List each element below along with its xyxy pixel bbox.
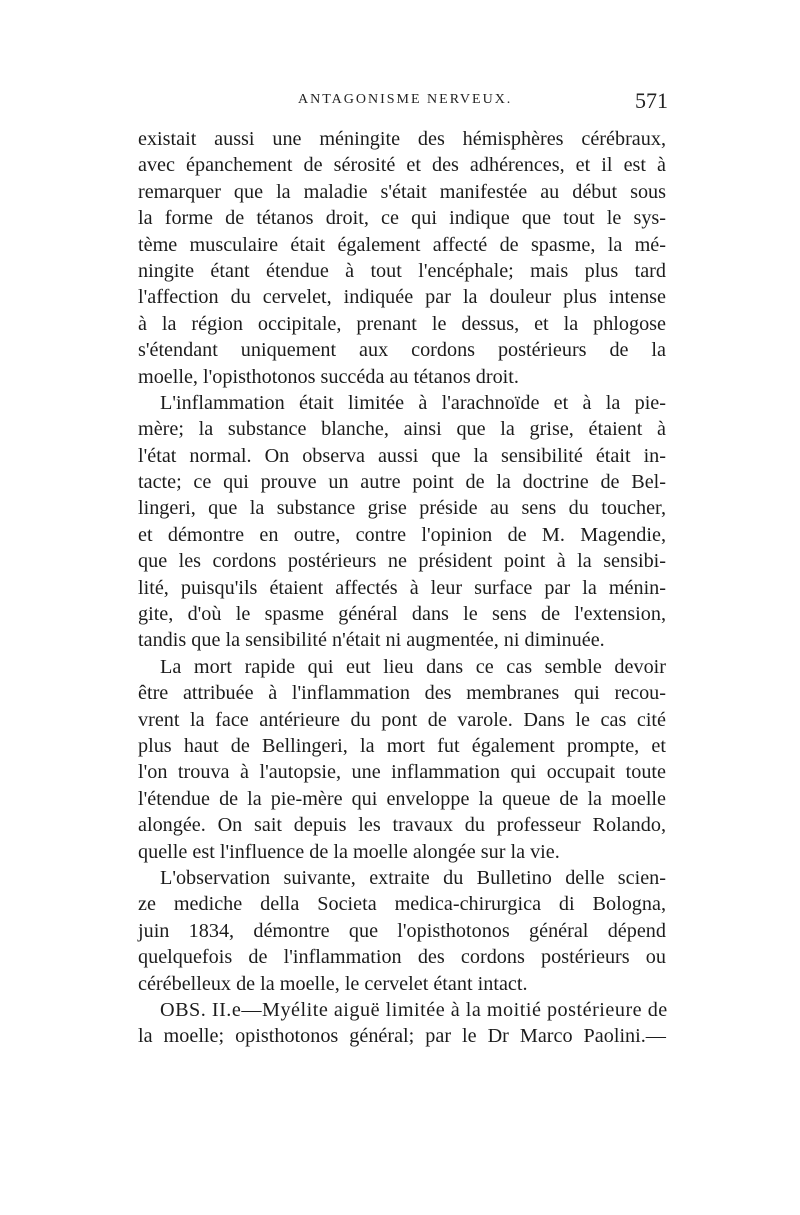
text-line: lité, puisqu'ils étaient affectés à leur surface par la ménin- xyxy=(138,576,666,599)
text-line: à la région occipitale, prenant le dessus, et la phlogose xyxy=(138,312,666,335)
running-head xyxy=(138,88,668,116)
text-line: tandis que la sensibilité n'était ni augmentée, ni diminuée. xyxy=(138,629,605,652)
text-line: La mort rapide qui eut lieu dans ce cas semble devoir xyxy=(160,655,666,678)
observation-heading xyxy=(138,997,666,1050)
text-line: la forme de tétanos droit, ce qui indique que tout le sys- xyxy=(138,207,666,230)
text-line: remarquer que la maladie s'était manifestée au début sous xyxy=(138,180,666,203)
running-title: ANTAGONISME NERVEUX. xyxy=(298,92,513,107)
text-line: vrent la face antérieure du pont de varole. Dans le cas cité xyxy=(138,708,666,731)
text-line: la moelle; opisthotonos général; par le Dr Marco Paolini.— xyxy=(138,1025,666,1048)
text-line: s'étendant uniquement aux cordons postérieurs de la xyxy=(138,339,666,362)
text-line: existait aussi une méningite des hémisphères cérébraux, xyxy=(138,128,666,150)
text-line: tème musculaire était également affecté de spasme, la mé- xyxy=(138,233,666,256)
text-line: avec épanchement de sérosité et des adhérences, et il est à xyxy=(138,154,666,177)
text-line: quelquefois de l'inflammation des cordons postérieurs ou xyxy=(138,946,666,969)
body-text xyxy=(138,126,666,1050)
text-line: juin 1834, démontre que l'opisthotonos général dépend xyxy=(138,919,666,942)
paragraph xyxy=(138,654,666,865)
text-line: et démontre en outre, contre l'opinion de M. Magendie, xyxy=(138,523,666,546)
text-line: cérébelleux de la moelle, le cervelet étant intact. xyxy=(138,972,528,995)
text-line: tacte; ce qui prouve un autre point de la doctrine de Bel- xyxy=(138,471,666,494)
text-line: lingeri, que la substance grise préside au sens du toucher, xyxy=(138,497,666,520)
text-line: mère; la substance blanche, ainsi que la grise, étaient à xyxy=(138,418,666,441)
page-number: 571 xyxy=(635,88,668,113)
text-line: plus haut de Bellingeri, la mort fut également prompte, et xyxy=(138,734,666,757)
text-line: ze mediche della Societa medica-chirurgica di Bologna, xyxy=(138,893,666,916)
text-line: l'on trouva à l'autopsie, une inflammation qui occupait toute xyxy=(138,761,666,784)
text-line: quelle est l'influence de la moelle alongée sur la vie. xyxy=(138,840,560,863)
text-line: que les cordons postérieurs ne président point à la sensibi- xyxy=(138,550,666,573)
text-line: l'affection du cervelet, indiquée par la douleur plus intense xyxy=(138,286,666,309)
text-line: l'état normal. On observa aussi que la sensibilité était in- xyxy=(138,444,666,467)
paragraph xyxy=(138,865,666,997)
text-line: alongée. On sait depuis les travaux du professeur Rolando, xyxy=(138,814,666,837)
text-line: être attribuée à l'inflammation des membranes qui recou- xyxy=(138,682,666,705)
text-line: gite, d'où le spasme général dans le sens de l'extension, xyxy=(138,603,666,626)
text-line: moelle, l'opisthotonos succéda au tétanos droit. xyxy=(138,365,519,388)
paragraph xyxy=(138,126,666,390)
text-line: L'observation suivante, extraite du Bulletino delle scien- xyxy=(160,866,666,889)
text-line: L'inflammation était limitée à l'arachnoïde et à la pie- xyxy=(160,391,666,414)
text-line: l'étendue de la pie-mère qui enveloppe la queue de la moelle xyxy=(138,787,666,810)
text-line: ningite étant étendue à tout l'encéphale; mais plus tard xyxy=(138,259,666,282)
paragraph xyxy=(138,390,666,654)
text-line: OBS. II.e—Myélite aiguë limitée à la moitié postérieure de xyxy=(160,998,668,1021)
